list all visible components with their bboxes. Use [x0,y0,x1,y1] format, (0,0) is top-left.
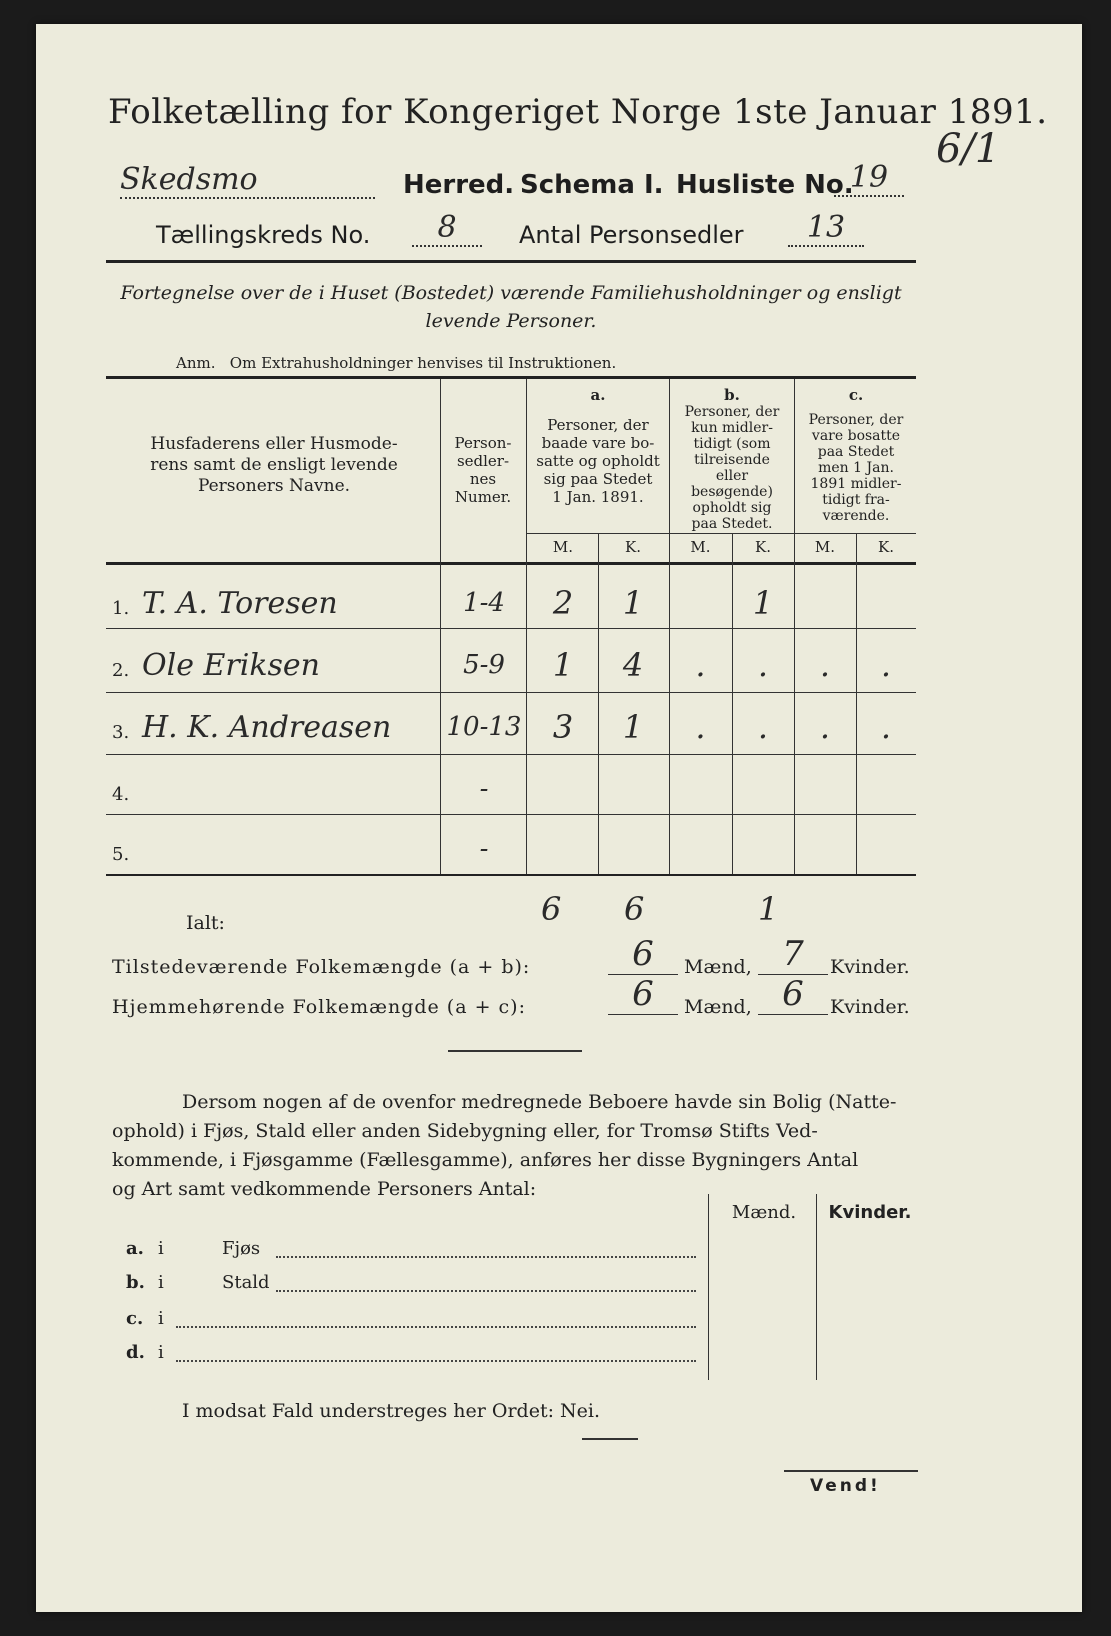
col-divider-3 [669,379,670,874]
kreds-label: Tællingskreds No. [156,221,371,249]
row-line [106,692,916,693]
sedler-numbers: - [479,834,489,864]
mk-separator [526,533,916,534]
item-label: Stald [222,1272,270,1293]
item-letter: c. [126,1308,144,1329]
nei-underline [582,1438,638,1440]
sedler-numbers: 5-9 [463,650,505,680]
intro-line-2: levende Personer. [425,310,597,332]
row-number: 2. [112,660,130,681]
anm-note: Anm. Om Extrahusholdninger henvises til Instruktionen. [176,354,617,372]
header-a-m: M. [552,538,574,556]
table-bottom-rule [106,874,916,876]
item-i: i [158,1272,164,1293]
header-a-line: sig paa Stedet [543,470,653,488]
header-a-line: baade vare bo- [541,434,655,452]
item-label: Fjøs [222,1238,261,1259]
household-name: H. K. Andreasen [142,710,392,745]
header-numbers-line: Numer. [454,488,512,506]
header-c-line: paa Stedet [817,444,895,460]
header-c-line: vare bosatte [811,428,901,444]
header-b-line: besøgende) [691,484,773,500]
header-b-line: Personer, der [684,404,780,420]
census-form-page [36,24,1082,1612]
vend-label: Vend! [810,1476,881,1496]
maend-col-label: Mænd. [731,1202,797,1223]
item-letter: b. [126,1272,145,1293]
header-numbers [442,434,524,506]
header-c-line: men 1 Jan. [818,460,894,476]
header-b-line: tilreisende [694,452,770,468]
item-i: i [158,1238,164,1259]
herred-field [120,162,390,199]
sidebuilding-paragraph [112,1088,922,1204]
kvinder-col-divider [816,1194,817,1380]
a-maend: 1 [552,646,574,684]
row-line [106,754,916,755]
header-c [796,412,916,524]
header-b-line: tidigt (som [693,436,771,452]
b-kvinder: . [757,646,769,684]
header-a-k: K. [625,538,641,556]
tilst-k: 7 [758,934,828,975]
header-names [112,434,436,497]
c-maend: . [819,708,831,746]
header-c-k: K. [878,538,894,556]
tilst-m: 6 [608,934,678,975]
row-number: 3. [112,722,130,743]
husliste-value: 19 [834,160,904,197]
antal-value: 13 [788,210,864,247]
header-c-m: M. [814,538,836,556]
item-dotted-line [276,1256,696,1258]
c-kvinder: . [880,708,892,746]
row-number: 1. [112,598,130,619]
ialt-label: Ialt: [186,912,225,934]
header-names-line: rens samt de ensligt levende [150,455,398,475]
ialt-a-k: 6 [624,890,645,928]
separator [448,1050,582,1052]
vend-rule [784,1470,918,1472]
hjem-k: 6 [758,974,828,1015]
tilst-label: Tilstedeværende Folkemængde (a + b): [112,956,531,978]
husliste-label: Husliste No. [676,170,854,200]
col-divider-c-mk [856,534,857,874]
header-c-line: Personer, der [808,412,904,428]
tilst-kvinder: Kvinder. [830,956,910,978]
b-kvinder: 1 [752,584,774,622]
header-a-letter: a. [590,386,606,404]
kvinder-col-label: Kvinder. [828,1202,912,1223]
maend-col-divider [708,1194,709,1380]
header-b-k: K. [755,538,771,556]
row-number: 4. [112,784,130,805]
intro-line-1: Fortegnelse over de i Huset (Bostedet) værende Familiehusholdninger og ensligt [120,282,902,304]
item-dotted-line [176,1326,696,1328]
a-kvinder: 1 [622,584,644,622]
margin-note: 6/1 [936,126,1001,172]
item-i: i [158,1308,164,1329]
header-numbers-line: sedler- [456,452,510,470]
header-b-letter: b. [724,386,740,404]
row-line [106,814,916,815]
hjem-label: Hjemmehørende Folkemængde (a + c): [112,996,526,1018]
col-divider-1 [440,379,441,874]
header-b-line: opholdt sig [692,500,772,516]
header-c-line: værende. [822,508,890,524]
header-b-line: kun midler- [691,420,773,436]
sedler-numbers: 1-4 [463,588,505,618]
household-name: T. A. Toresen [142,586,338,621]
header-b-line: eller [715,468,749,484]
b-kvinder: . [757,708,769,746]
header-c-letter: c. [848,386,864,404]
header-b [671,404,793,532]
paragraph-line: Dersom nogen af de ovenfor medregnede Beboere havde sin Bolig (Natte- [182,1091,897,1113]
household-name: Ole Eriksen [142,648,320,683]
row-number: 5. [112,844,130,865]
header-numbers-line: nes [469,470,497,488]
c-kvinder: . [880,646,892,684]
row-line [106,628,916,629]
header-c-line: tidigt fra- [822,492,890,508]
header-names-line: Personers Navne. [197,476,351,496]
header-a-line: Personer, der [547,416,649,434]
header-b-line: paa Stedet. [691,516,773,532]
hjem-maend: Mænd, [684,996,752,1018]
item-dotted-line [276,1290,696,1292]
b-maend: . [695,646,706,684]
item-i: i [158,1342,164,1363]
b-maend: . [695,708,706,746]
header-numbers-line: Person- [454,434,512,452]
ialt-b-k: 1 [758,890,779,928]
a-maend: 3 [552,708,574,746]
header-a-line: satte og opholdt [536,452,660,470]
antal-label: Antal Personsedler [519,221,744,249]
herred-value: Skedsmo [120,162,375,199]
ialt-a-m: 6 [541,890,562,928]
col-divider-4 [794,379,795,874]
header-b-m: M. [690,538,711,556]
paragraph-line: ophold) i Fjøs, Stald eller anden Sidebygning eller, for Tromsø Stifts Ved- [112,1120,818,1142]
schema-label: Schema I. [520,170,664,200]
c-maend: . [819,646,831,684]
a-maend: 2 [552,584,574,622]
col-divider-2 [526,379,527,874]
item-dotted-line [176,1360,696,1362]
paragraph-line: og Art samt vedkommende Personers Antal: [112,1178,537,1200]
header-rule [106,260,916,263]
herred-label: Herred. [403,170,515,200]
tilst-maend: Mænd, [684,956,752,978]
header-a-line: 1 Jan. 1891. [552,488,644,506]
a-kvinder: 4 [622,646,644,684]
a-kvinder: 1 [622,708,644,746]
nei-line: I modsat Fald understreges her Ordet: Nei. [182,1400,601,1422]
header-c-line: 1891 midler- [810,476,902,492]
sedler-numbers: - [479,774,489,804]
hjem-kvinder: Kvinder. [830,996,910,1018]
item-letter: a. [126,1238,144,1259]
hjem-m: 6 [608,974,678,1015]
header-names-line: Husfaderens eller Husmode- [150,434,398,454]
paragraph-line: kommende, i Fjøsgamme (Fællesgamme), anføres her disse Bygningers Antal [112,1149,859,1171]
header-a [528,416,668,506]
sedler-numbers: 10-13 [446,712,522,742]
item-letter: d. [126,1342,145,1363]
kreds-value: 8 [412,210,482,247]
form-title: Folketælling for Kongeriget Norge 1ste Januar 1891. [108,92,1048,132]
